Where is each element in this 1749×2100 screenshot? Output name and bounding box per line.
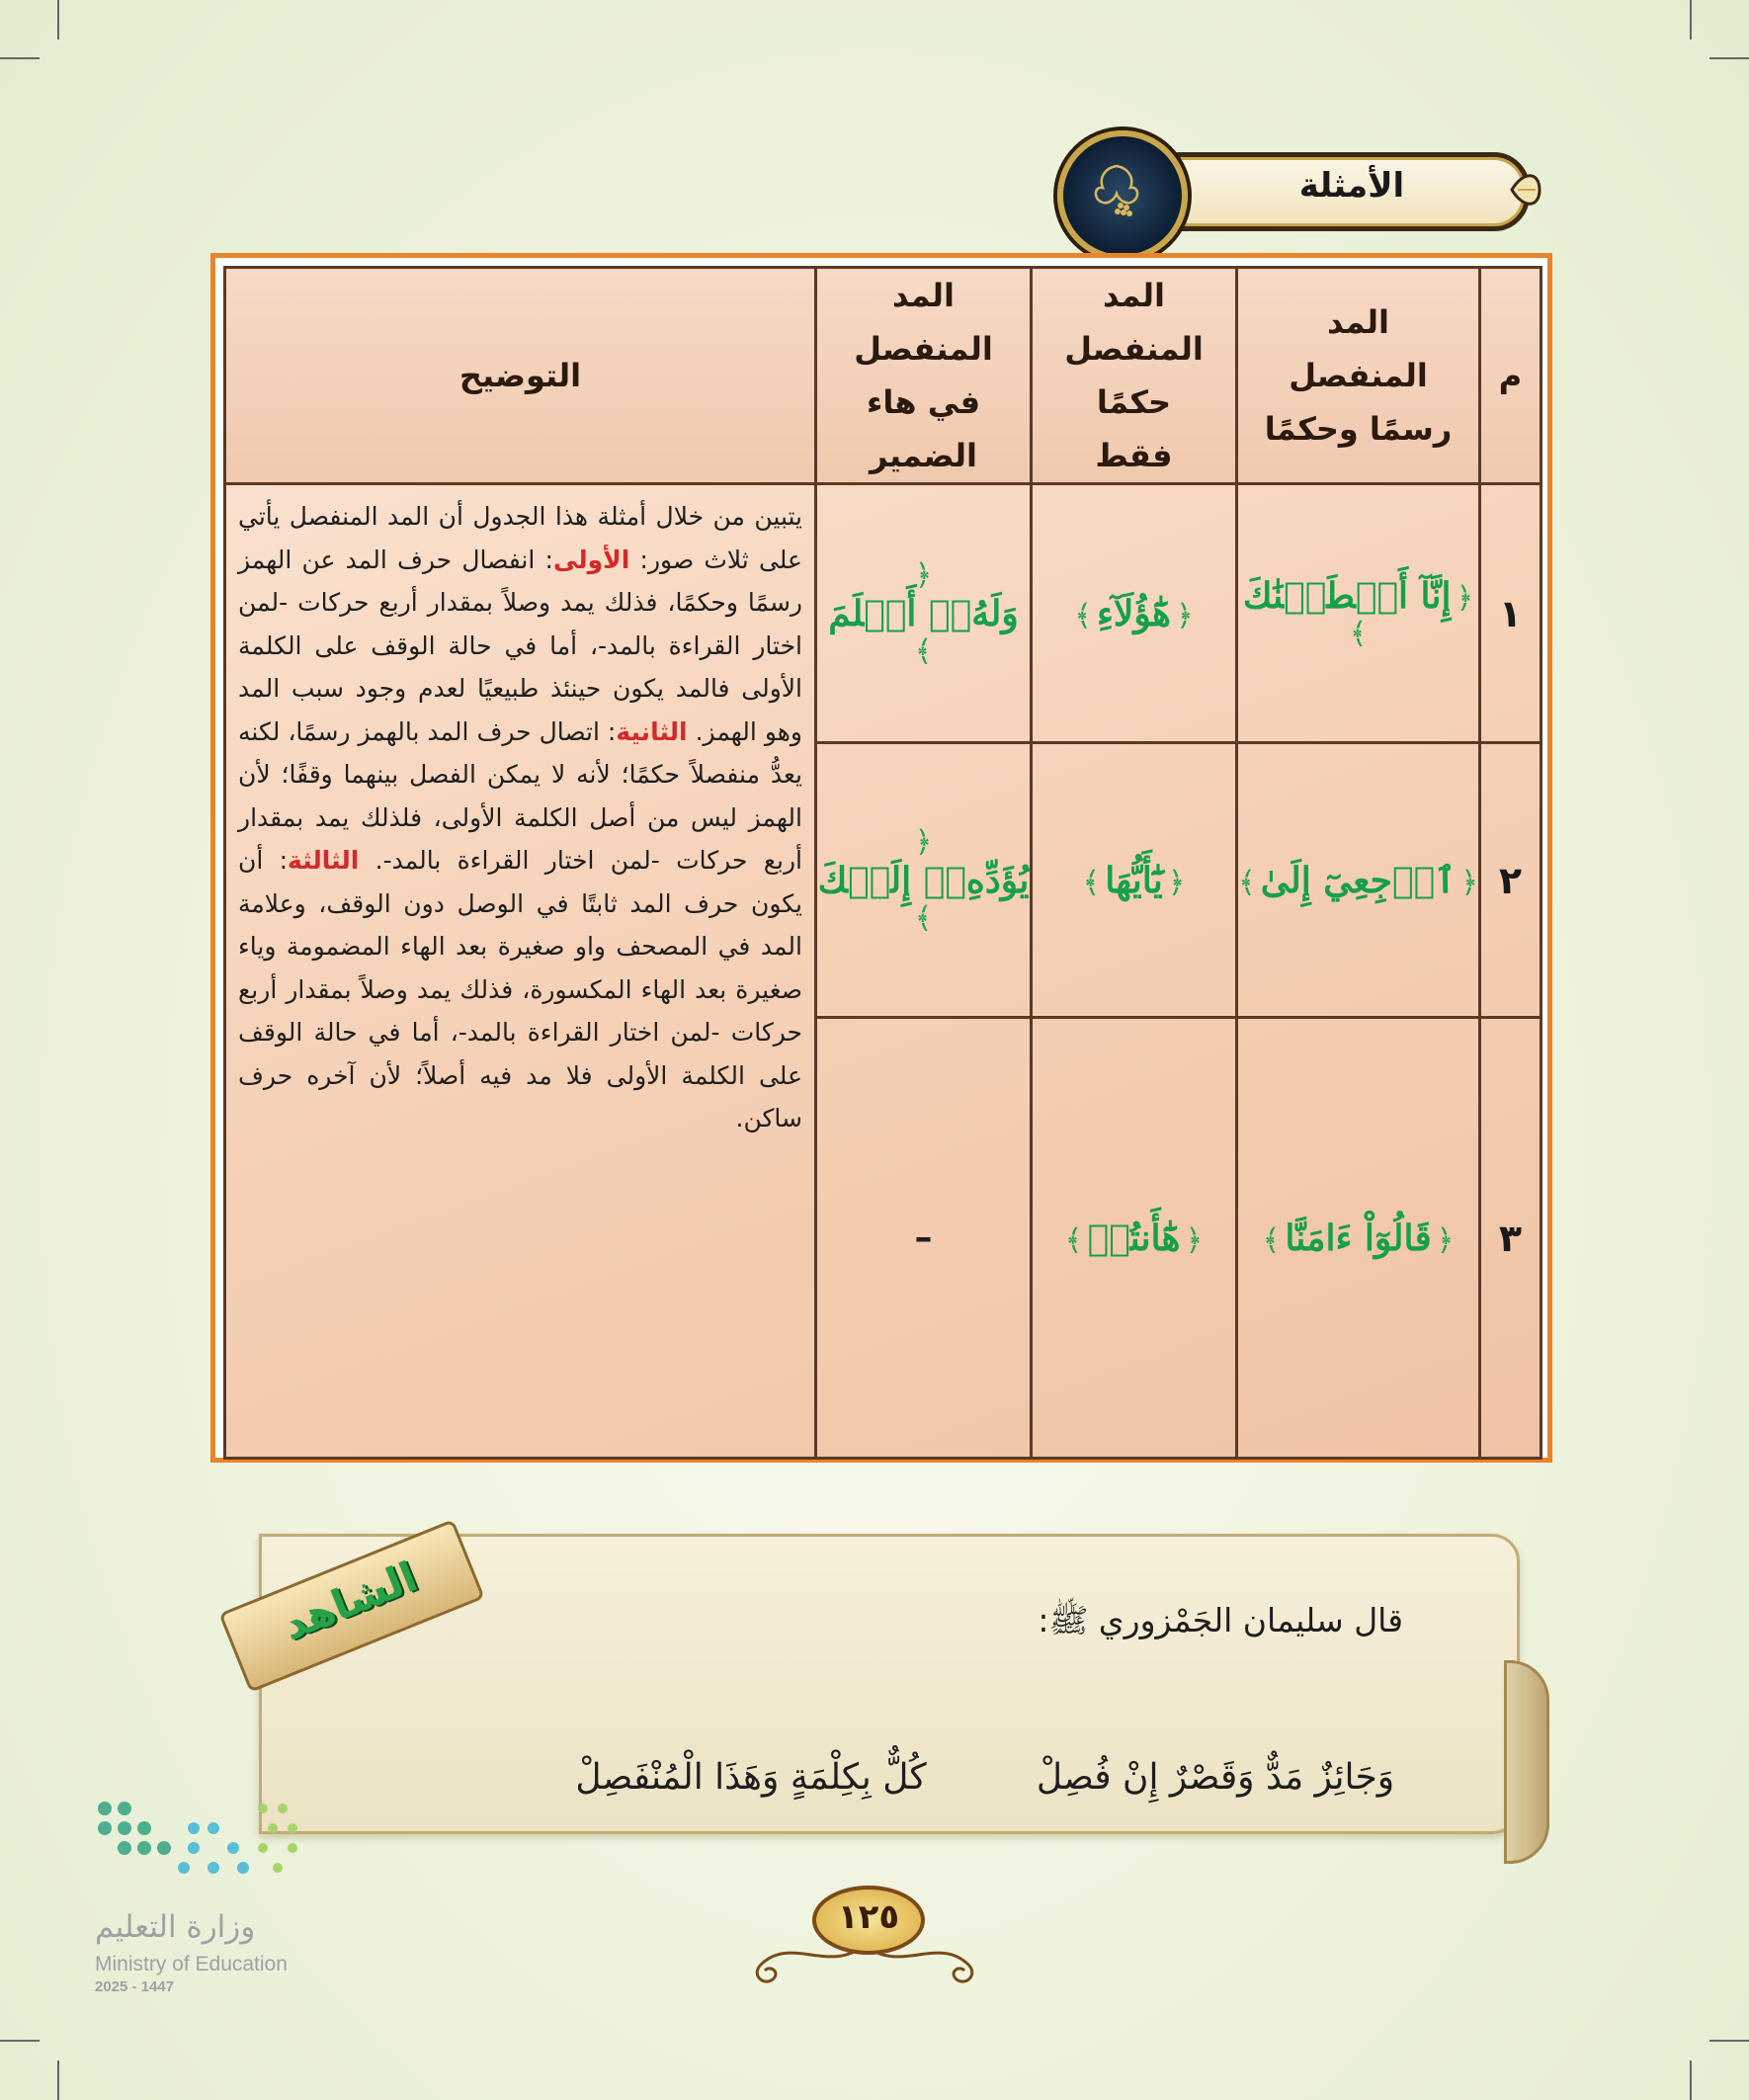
crop-mark-bottom-right-v (1690, 2060, 1692, 2100)
table-cell (816, 484, 1032, 743)
header-col3-text: المد المنفصل في هاء الضمير (854, 277, 993, 474)
scroll-curl (1504, 1660, 1549, 1864)
quran-verse: وَلَهُۥٓ أَسۡلَمَ (828, 592, 1019, 634)
header-separated-script-and-rule (1237, 268, 1480, 484)
header-col2-text: المد المنفصل حكمًا فقط (1064, 277, 1204, 474)
verse-bracket-icon: ﴿ (1185, 1222, 1204, 1258)
explanation-first-text: : انفصال حرف المد عن الهمز رسمًا وحكمًا، فذلك يمد وصلاً بمقدار أربع حركات -لمن اختار القراءة بالمد-، أما في حالة الوقف على الكلمة الأولى فالمد يكون حينئذ طبيعيًا لعدم وجود سبب المد وهو الهمز. (238, 545, 802, 746)
verse-bracket-icon: ﴾ (1082, 865, 1101, 900)
examples-table-frame (210, 253, 1552, 1463)
table-cell (1032, 743, 1237, 1018)
explanation-first-label: الأولى (552, 545, 630, 574)
crop-mark-top-right (1709, 57, 1749, 59)
explanation-third-text: : أن يكون حرف المد ثابتًا في الوصل دون الوقف، وعلامة المد في المصحف واو صغيرة بعد الهاء المضمومة وياء صغيرة بعد الهاء المكسورة، فذلك يمد وصلاً بمقدار أربع حركات -لمن اختار القراءة بالمد-، أما في حالة الوقف على الكلمة الأولى فلا مد فيه أصلاً؛ لأن آخره حرف ساكن. (238, 846, 802, 1133)
table-cell (1032, 1018, 1237, 1459)
quran-verse: هَٰٓؤُلَآءِ (1096, 592, 1172, 634)
row-index: ١ (1480, 484, 1541, 743)
quran-verse: يَٰٓأَيُّهَا (1105, 859, 1163, 901)
table-cell (816, 1018, 1032, 1459)
ministry-dots-icon (95, 1769, 312, 1897)
verse-bracket-icon: ﴾ (1349, 617, 1368, 651)
explanation-second-label: الثانية (616, 716, 688, 746)
header-separated-rule-only (1032, 268, 1237, 484)
header-index: م (1480, 268, 1541, 484)
verse-bracket-icon: ﴿ (914, 824, 933, 860)
crop-mark-top-right-v (1690, 0, 1692, 40)
verse-hemistich-right: وَجَائِزٌ مَدٌّ وَقَصْرٌ إِنْ فُصِلْ (1036, 1757, 1395, 1798)
table-cell (1237, 484, 1480, 743)
verse-bracket-icon: ﴾ (1074, 598, 1092, 633)
crop-mark-bottom-right (1709, 2040, 1749, 2042)
explanation-intro: يتبين من خلال أمثلة هذا الجدول أن المد المنفصل يأتي على ثلاث صور: (238, 502, 802, 574)
examples-table (223, 266, 1542, 1460)
quran-verse: يُؤَدِّهِۦٓ إِلَيۡكَ (817, 859, 1030, 901)
verse-bracket-icon: ﴾ (1262, 1222, 1281, 1258)
table-row (225, 484, 1541, 743)
ministry-year: 2025 - 1447 (95, 1978, 175, 1995)
empty-dash: – (914, 1218, 933, 1258)
table-header-row (225, 268, 1541, 484)
explanation-cell (225, 484, 816, 1459)
verse-hemistich-left: كُلٌّ بِكِلْمَةٍ وَهَذَا الْمُنْفَصِلْ (575, 1757, 927, 1798)
verse-bracket-icon: ﴾ (1238, 865, 1256, 900)
section-title: الأمثلة (1298, 166, 1405, 206)
shahid-intro: قال سليمان الجَمْزوري ﷺ: (1038, 1601, 1403, 1639)
page-number-oval (812, 1886, 925, 1955)
shahid-label: الشاهد (275, 1552, 424, 1650)
grape-leaf-icon (1057, 130, 1188, 261)
verse-bracket-icon: ﴿ (1436, 1222, 1455, 1258)
explanation-second-text: : اتصال حرف المد بالهمز رسمًا، لكنه يعدُّ منفصلاً حكمًا؛ لأنه لا يمكن الفصل بينهما وقفًا؛ لأن الهمز ليس من أصل الكلمة الأولى، فلذلك يمد بمقدار أربع حركات -لمن اختار القراءة بالمد-. (238, 716, 802, 875)
quran-verse: إِنَّآ أَعۡطَيۡنَٰكَ (1242, 575, 1452, 617)
ministry-name-ar: وزارة التعليم (95, 1909, 256, 1945)
row-index: ٣ (1480, 1018, 1541, 1459)
explanation-third-label: الثالثة (288, 846, 360, 875)
verse-bracket-icon: ﴿ (1167, 865, 1186, 900)
header-explanation: التوضيح (225, 268, 816, 484)
crop-mark-top-left-v (57, 0, 59, 40)
row-index: ٢ (1480, 743, 1541, 1018)
verse-bracket-icon: ﴾ (914, 900, 933, 936)
ministry-logo (95, 1769, 332, 1996)
quran-verse: ٱرۡجِعِيٓ إِلَىٰ (1260, 859, 1457, 901)
table-cell (1237, 743, 1480, 1018)
verse-bracket-icon: ﴾ (1064, 1222, 1083, 1258)
table-cell (816, 743, 1032, 1018)
page-number: ١٢٥ (837, 1897, 900, 1937)
quran-verse: هَٰٓأَنتُمۡ (1087, 1217, 1181, 1259)
page-number-badge (751, 1886, 978, 2004)
table-cell (1237, 1018, 1480, 1459)
ministry-name-en: Ministry of Education (95, 1953, 288, 1975)
verse-bracket-icon: ﴾ (914, 633, 933, 669)
verse-bracket-icon: ﴿ (914, 557, 933, 593)
verse-bracket-icon: ﴿ (1176, 598, 1194, 633)
table-cell (1032, 484, 1237, 743)
header-separated-pronoun-ha (816, 268, 1032, 484)
header-col1-text: المد المنفصل رسمًا وحكمًا (1264, 303, 1453, 448)
crop-mark-top-left (0, 57, 40, 59)
verse-bracket-icon: ﴿ (1456, 581, 1474, 616)
verse-bracket-icon: ﴿ (1460, 865, 1478, 900)
crop-mark-bottom-left-v (57, 2060, 59, 2100)
section-header (1055, 130, 1536, 249)
fleur-ornament-icon (1510, 160, 1543, 219)
crop-mark-bottom-left (0, 2040, 40, 2042)
quran-verse: قَالُوٓاْ ءَامَنَّا (1285, 1217, 1432, 1259)
